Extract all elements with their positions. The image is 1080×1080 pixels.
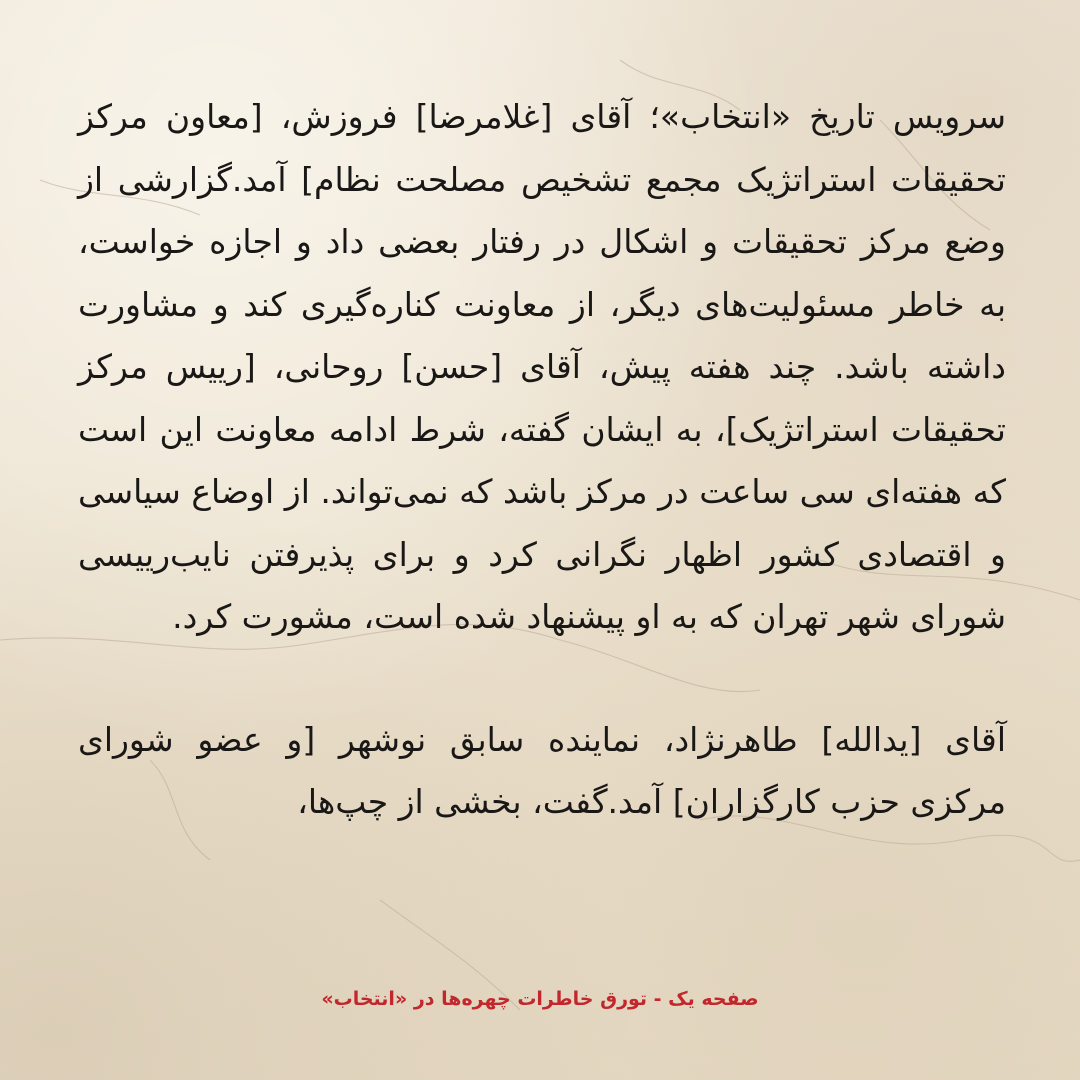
page-footer: صفحه یک - تورق خاطرات چهره‌ها در «انتخاب» <box>321 988 759 1010</box>
memoir-text <box>78 86 1006 834</box>
paragraph-2: آقای [یدالله] طاهرنژاد، نماینده سابق نوشهر [و عضو شورای مرکزی حزب کارگزاران] آمد.گفت، بخشی از چپ‌ها، <box>78 719 1006 821</box>
paragraph-1: سرویس تاریخ «انتخاب»؛ آقای [غلامرضا] فروزش، [معاون مرکز تحقیقات استراتژیک مجمع تشخیص مصلحت نظام] آمد.گزارشی از وضع مرکز تحقیقات و اشکال در رفتار بعضی داد و اجازه خواست، به خاطر مسئولیت‌های دیگر، از معاونت کناره‌گیری کند و مشاورت داشته باشد. چند هفته پیش، آقای [حسن] روحانی، [رییس مرکز تحقیقات استراتژیک]، به ایشان گفته، شرط ادامه معاونت این است که هفته‌ای سی ساعت در مرکز باشد که نمی‌تواند. از اوضاع سیاسی و اقتصادی کشور اظهار نگرانی کرد و برای پذیرفتن نایب‌رییسی شورای شهر تهران که به او پیشنهاد شده است، مشورت کرد. <box>78 97 1006 636</box>
